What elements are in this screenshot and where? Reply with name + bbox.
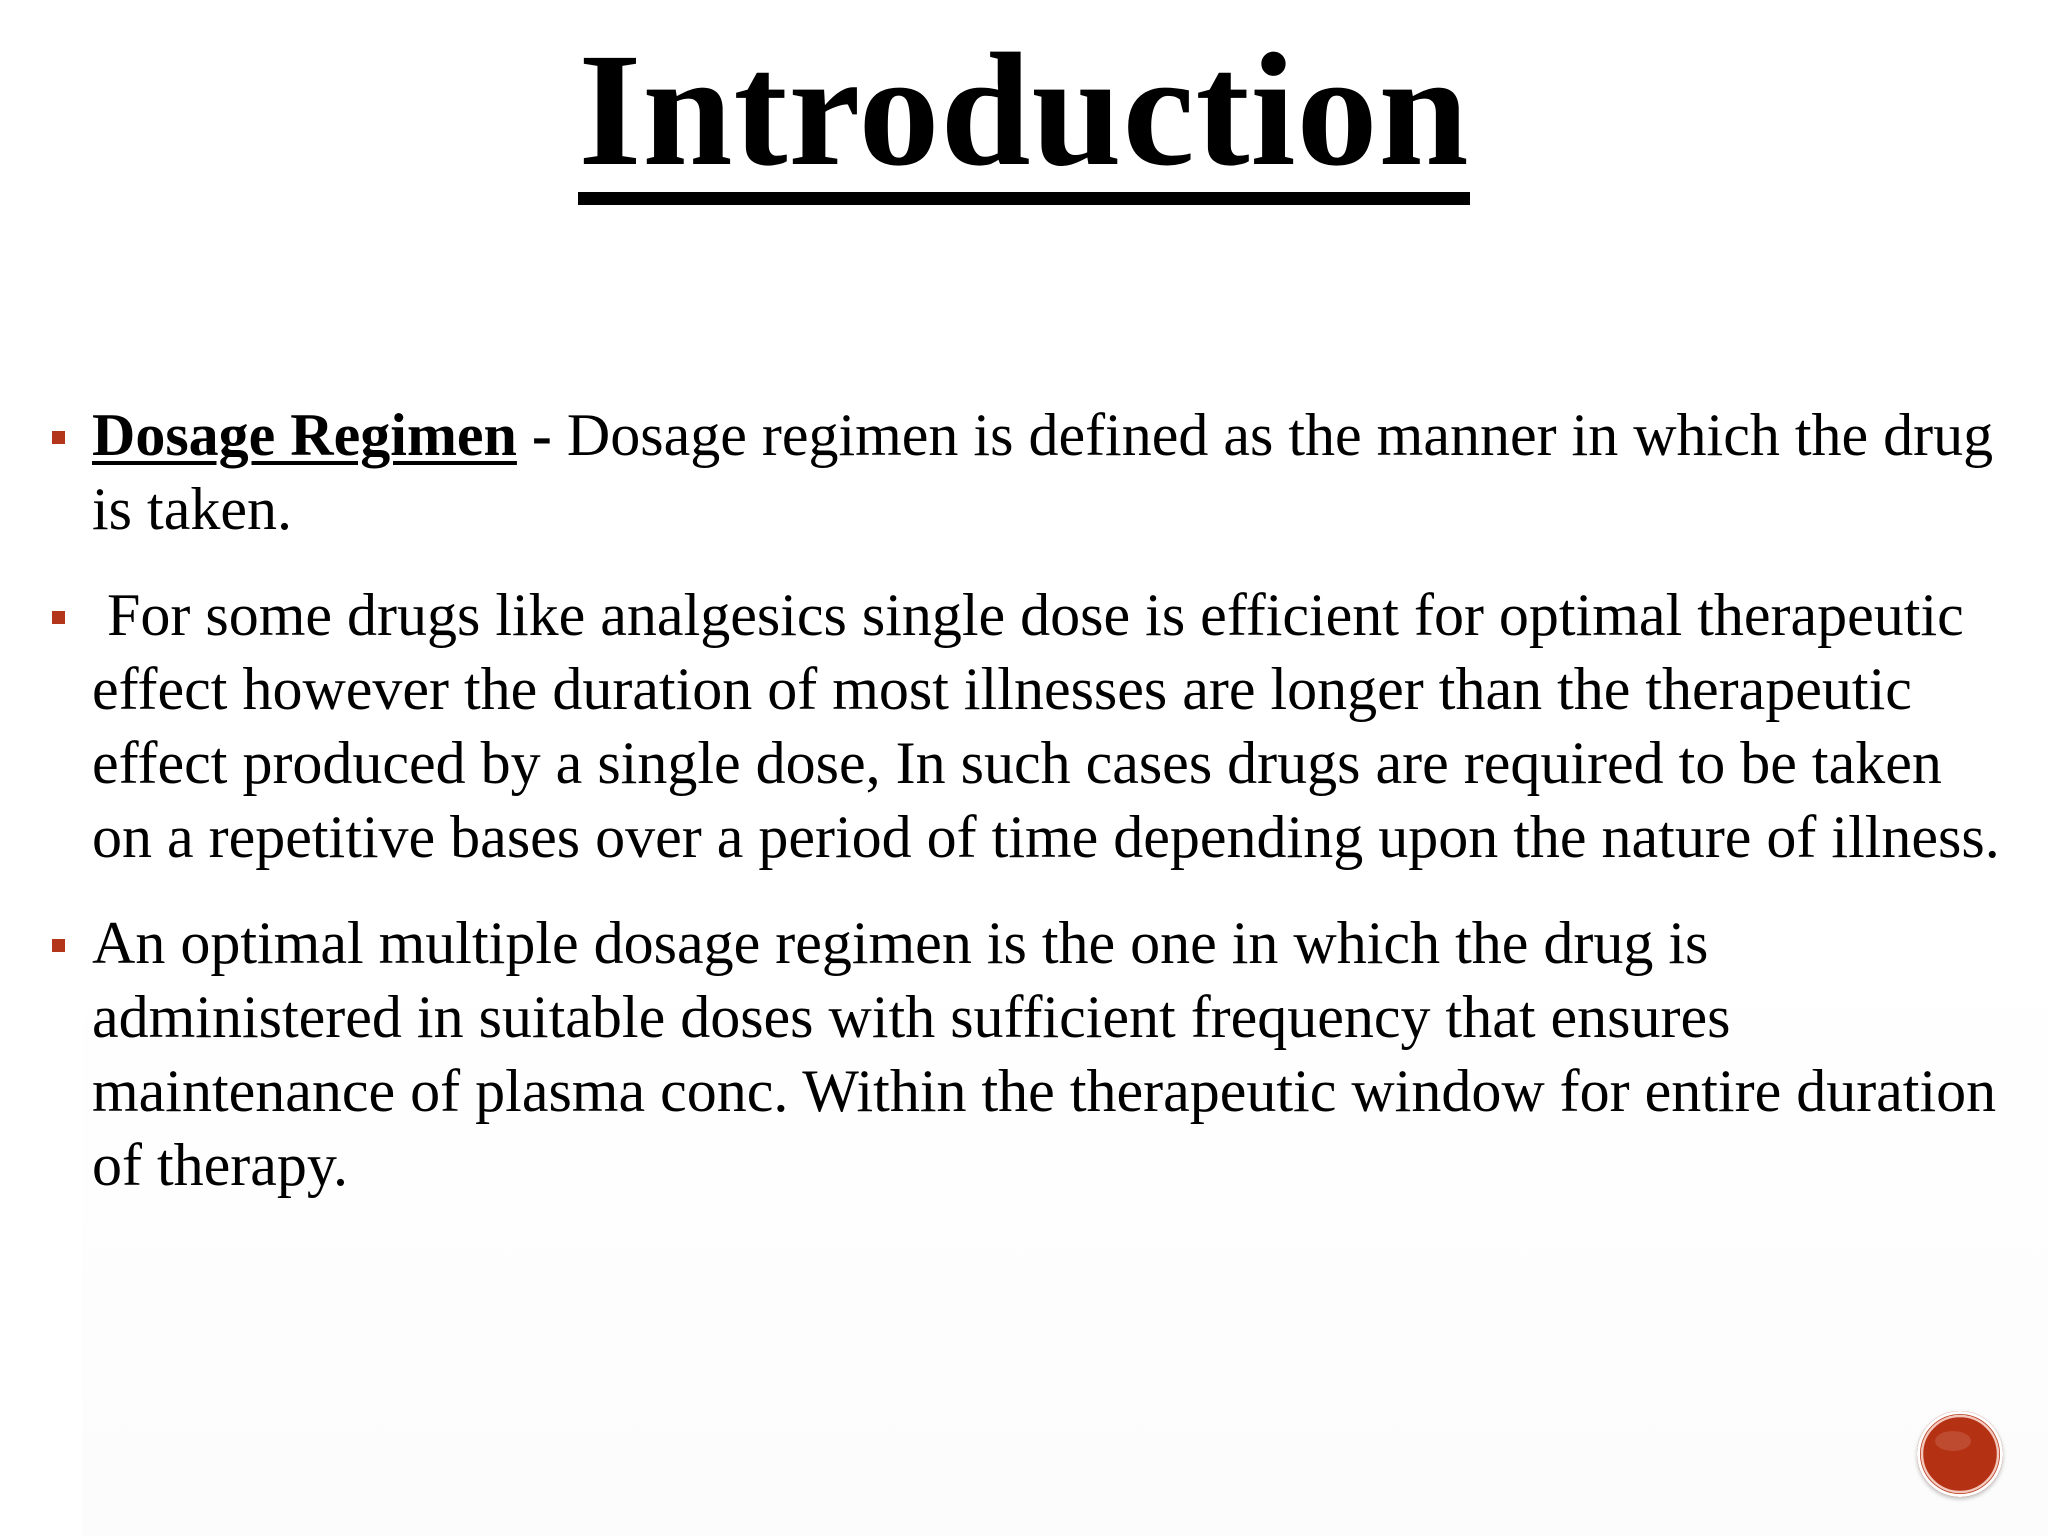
bullet-item-dosage-regimen bbox=[0, 398, 2048, 546]
bullet-term: Dosage Regimen bbox=[92, 402, 517, 468]
circle-button-icon bbox=[1917, 1411, 2003, 1497]
bullet-list bbox=[0, 398, 2048, 1234]
next-slide-button[interactable] bbox=[1917, 1411, 2003, 1497]
bullet-item-optimal-regimen bbox=[0, 906, 2048, 1202]
bullet-text: An optimal multiple dosage regimen is the one in which the drug is administered in suitable doses with sufficient frequency that ensures maintenance of plasma conc. Within the therapeutic window for entire duration of therapy. bbox=[92, 910, 1997, 1198]
square-bullet-icon bbox=[52, 431, 65, 444]
slide-title-text: Introduction bbox=[578, 30, 1469, 205]
square-bullet-icon bbox=[52, 939, 65, 952]
slide-title bbox=[0, 21, 2048, 205]
bullet-text: For some drugs like analgesics single dose is efficient for optimal therapeutic effect however the duration of most illnesses are longer than the therapeutic effect produced by a single dose, In such cases drugs are required to be taken on a repetitive bases over a period of time depending upon the nature of illness. bbox=[92, 582, 2000, 870]
bullet-text: Dosage regimen is defined as the manner in which the drug is taken. bbox=[92, 402, 1994, 542]
bullet-separator: - bbox=[516, 402, 567, 468]
square-bullet-icon bbox=[52, 611, 65, 624]
bullet-item-single-dose bbox=[0, 578, 2048, 874]
